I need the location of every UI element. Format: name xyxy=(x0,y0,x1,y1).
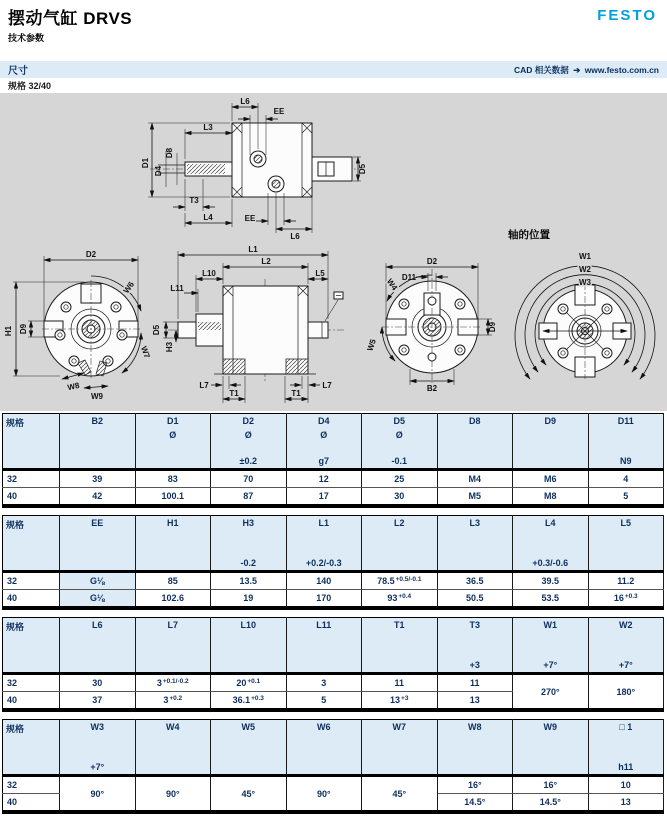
dim-label-d2-right: D2 xyxy=(426,257,438,266)
value-cell: $16^{+0.3}$ xyxy=(588,590,664,609)
dim-column-header: B2 xyxy=(60,414,136,470)
value-cell: 90° xyxy=(135,776,211,813)
spec-column-header: 规格 xyxy=(3,516,60,572)
dim-label-w1: W1 xyxy=(579,252,591,261)
value-cell: 14.5° xyxy=(513,794,589,813)
value-cell: $13^{+3}$ xyxy=(362,692,438,711)
value-cell: M6 xyxy=(513,470,589,488)
spec-cell: 40 xyxy=(3,692,60,711)
value-cell: 11 xyxy=(437,674,513,692)
dim-column-header: L4 +0.3/-0.6 xyxy=(513,516,589,572)
dim-column-header: W1 +7° xyxy=(513,618,589,674)
value-cell: 19 xyxy=(211,590,287,609)
drawing-front-view-right xyxy=(365,257,497,393)
spec-column-header: 规格 xyxy=(3,414,60,470)
value-cell: 270° xyxy=(513,674,589,711)
dim-label-t3: T3 xyxy=(189,196,199,205)
cad-data-link xyxy=(514,64,659,76)
value-cell: 25 xyxy=(362,470,438,488)
dimension-tables xyxy=(0,413,667,821)
value-cell: $3^{+0.1/-0.2}$ xyxy=(135,674,211,692)
spec-cell: 32 xyxy=(3,776,60,794)
value-cell: 102.6 xyxy=(135,590,211,609)
dimension-table-4 xyxy=(2,719,664,814)
drawing-section-view xyxy=(152,245,345,403)
dim-label-l1: L1 xyxy=(248,245,258,254)
dimension-table-2 xyxy=(2,515,664,610)
dim-label-t1-left: T1 xyxy=(229,389,239,398)
dim-label-d5-section: D5 xyxy=(152,324,161,336)
value-cell: 100.1 xyxy=(135,488,211,507)
value-cell: G⅛ xyxy=(60,572,136,590)
value-cell: 42 xyxy=(60,488,136,507)
page-header xyxy=(8,4,132,44)
dim-column-header: L2 xyxy=(362,516,438,572)
dim-label-t1-right: T1 xyxy=(291,389,301,398)
dim-column-header: L11 xyxy=(286,618,362,674)
dim-label-d2-left: D2 xyxy=(85,250,97,259)
value-cell: 45° xyxy=(211,776,287,813)
dim-column-header: L10 xyxy=(211,618,287,674)
dim-label-ee-top: EE xyxy=(273,107,285,116)
dim-column-header: EE xyxy=(60,516,136,572)
spec-cell: 32 xyxy=(3,674,60,692)
dim-column-header: W2 +7° xyxy=(588,618,664,674)
page-title: 摆动气缸 DRVS xyxy=(8,9,133,28)
value-cell: 5 xyxy=(286,692,362,711)
value-cell: 39 xyxy=(60,470,136,488)
table-row xyxy=(3,776,664,794)
festo-url-link[interactable]: www.festo.com.cn xyxy=(584,64,659,75)
table-row xyxy=(3,572,664,590)
spec-cell: 32 xyxy=(3,572,60,590)
dim-column-header: D8 xyxy=(437,414,513,470)
dim-label-d9-left: D9 xyxy=(19,323,28,335)
arrow-right-icon: ➔ xyxy=(573,64,581,75)
spec-cell: 40 xyxy=(3,488,60,507)
dim-label-d1: D1 xyxy=(141,157,150,169)
dim-label-w6: W6 xyxy=(121,280,137,296)
value-cell: 13 xyxy=(437,692,513,711)
dim-label-d11: D11 xyxy=(401,273,417,282)
value-cell: 10 xyxy=(588,776,664,794)
dim-label-w7: W7 xyxy=(139,344,152,360)
dim-column-header: T3 +3 xyxy=(437,618,513,674)
spec-cell: 40 xyxy=(3,794,60,813)
section-title: 尺寸 xyxy=(8,66,28,77)
dim-label-w4: W4 xyxy=(384,277,400,293)
value-cell: $36.1^{+0.3}$ xyxy=(211,692,287,711)
value-cell: 70 xyxy=(211,470,287,488)
table-row xyxy=(3,488,664,507)
value-cell: 16° xyxy=(437,776,513,794)
value-cell: 87 xyxy=(211,488,287,507)
page-subtitle: 技术参数 xyxy=(8,33,45,43)
festo-logo: FESTO xyxy=(597,7,657,24)
dim-column-header: W6 xyxy=(286,720,362,776)
value-cell: 30 xyxy=(362,488,438,507)
value-cell: $3^{+0.2}$ xyxy=(135,692,211,711)
dimension-table-3 xyxy=(2,617,664,712)
dim-label-l2: L2 xyxy=(261,257,271,266)
dim-label-d9-right: D9 xyxy=(488,321,497,333)
table-row xyxy=(3,590,664,609)
dim-label-w9: W9 xyxy=(91,392,103,401)
dim-label-l11: L11 xyxy=(170,284,184,293)
dim-column-header: L3 xyxy=(437,516,513,572)
value-cell: 53.5 xyxy=(513,590,589,609)
dim-column-header: D1 Ø xyxy=(135,414,211,470)
table-row xyxy=(3,470,664,488)
dim-label-h1: H1 xyxy=(4,325,13,337)
dim-column-header: W3 +7° xyxy=(60,720,136,776)
dim-column-header: L5 xyxy=(588,516,664,572)
value-cell: 13.5 xyxy=(211,572,287,590)
value-cell: 11.2 xyxy=(588,572,664,590)
drawing-front-view-left xyxy=(4,250,152,401)
dim-column-header: W9 xyxy=(513,720,589,776)
dim-label-d5: D5 xyxy=(358,163,367,175)
dim-label-w3: W3 xyxy=(579,278,591,287)
value-cell: 11 xyxy=(362,674,438,692)
value-cell: 3 xyxy=(286,674,362,692)
table-row xyxy=(3,674,664,692)
value-cell: 4 xyxy=(588,470,664,488)
dim-column-header: W4 xyxy=(135,720,211,776)
drawings-svg xyxy=(0,93,667,411)
value-cell: 13 xyxy=(588,794,664,813)
value-cell: M5 xyxy=(437,488,513,507)
size-variant-label: 规格 32/40 xyxy=(8,81,52,91)
spec-cell: 40 xyxy=(3,590,60,609)
dim-column-header: D2 Ø ±0.2 xyxy=(211,414,287,470)
value-cell: 39.5 xyxy=(513,572,589,590)
dimension-table-1 xyxy=(2,413,664,508)
value-cell: 36.5 xyxy=(437,572,513,590)
dim-column-header: H3 -0.2 xyxy=(211,516,287,572)
dim-column-header: W7 xyxy=(362,720,438,776)
value-cell: 140 xyxy=(286,572,362,590)
technical-drawings xyxy=(0,93,667,411)
spec-column-header: 规格 xyxy=(3,720,60,776)
value-cell: M8 xyxy=(513,488,589,507)
value-cell: 16° xyxy=(513,776,589,794)
dim-column-header: W8 xyxy=(437,720,513,776)
dim-column-header: T1 xyxy=(362,618,438,674)
dim-column-header: L1 +0.2/-0.3 xyxy=(286,516,362,572)
dim-label-l6-bottom: L6 xyxy=(290,232,300,241)
dim-column-header: D5 Ø -0.1 xyxy=(362,414,438,470)
value-cell: $78.5^{+0.5/-0.1}$ xyxy=(362,572,438,590)
dim-label-l4: L4 xyxy=(203,213,213,222)
value-cell: M4 xyxy=(437,470,513,488)
dim-label-l7-right: L7 xyxy=(322,381,332,390)
dim-label-w5: W5 xyxy=(365,337,378,353)
drawing-side-view xyxy=(141,97,367,241)
axis-position-title: 轴的位置 xyxy=(508,229,550,241)
value-cell: 37 xyxy=(60,692,136,711)
dim-label-b2: B2 xyxy=(426,384,438,393)
dim-column-header: L7 xyxy=(135,618,211,674)
dim-label-l6-top: L6 xyxy=(240,97,250,106)
value-cell: 90° xyxy=(60,776,136,813)
dim-label-d4: D4 xyxy=(154,165,163,177)
dim-label-l7-left: L7 xyxy=(199,381,209,390)
value-cell: 17 xyxy=(286,488,362,507)
value-cell: 85 xyxy=(135,572,211,590)
dim-column-header: D9 xyxy=(513,414,589,470)
value-cell: 5 xyxy=(588,488,664,507)
value-cell: 30 xyxy=(60,674,136,692)
value-cell: G⅛ xyxy=(60,590,136,609)
value-cell: $93^{+0.4}$ xyxy=(362,590,438,609)
dim-label-h3: H3 xyxy=(165,341,174,353)
spec-cell: 32 xyxy=(3,470,60,488)
dim-label-d8: D8 xyxy=(165,147,174,159)
value-cell: 12 xyxy=(286,470,362,488)
dim-column-header: D11 N9 xyxy=(588,414,664,470)
cad-label: CAD 相关数据 xyxy=(514,64,569,75)
value-cell: 50.5 xyxy=(437,590,513,609)
dim-column-header: W5 xyxy=(211,720,287,776)
spec-column-header: 规格 xyxy=(3,618,60,674)
dim-column-header: □ 1 h11 xyxy=(588,720,664,776)
section-bar xyxy=(0,61,667,78)
dim-label-l3: L3 xyxy=(203,123,213,132)
value-cell: 14.5° xyxy=(437,794,513,813)
dim-column-header: H1 xyxy=(135,516,211,572)
value-cell: $20^{+0.1}$ xyxy=(211,674,287,692)
dim-label-w2: W2 xyxy=(579,265,591,274)
dim-label-l10: L10 xyxy=(202,269,216,278)
dim-label-ee-bottom: EE xyxy=(244,214,256,223)
value-cell: 45° xyxy=(362,776,438,813)
value-cell: 170 xyxy=(286,590,362,609)
dim-column-header: L6 xyxy=(60,618,136,674)
value-cell: 180° xyxy=(588,674,664,711)
dim-label-w8: W8 xyxy=(66,380,81,393)
dim-column-header: D4 Ø g7 xyxy=(286,414,362,470)
value-cell: 90° xyxy=(286,776,362,813)
dim-label-l5: L5 xyxy=(315,269,325,278)
drawing-shaft-position xyxy=(508,228,655,379)
value-cell: 83 xyxy=(135,470,211,488)
